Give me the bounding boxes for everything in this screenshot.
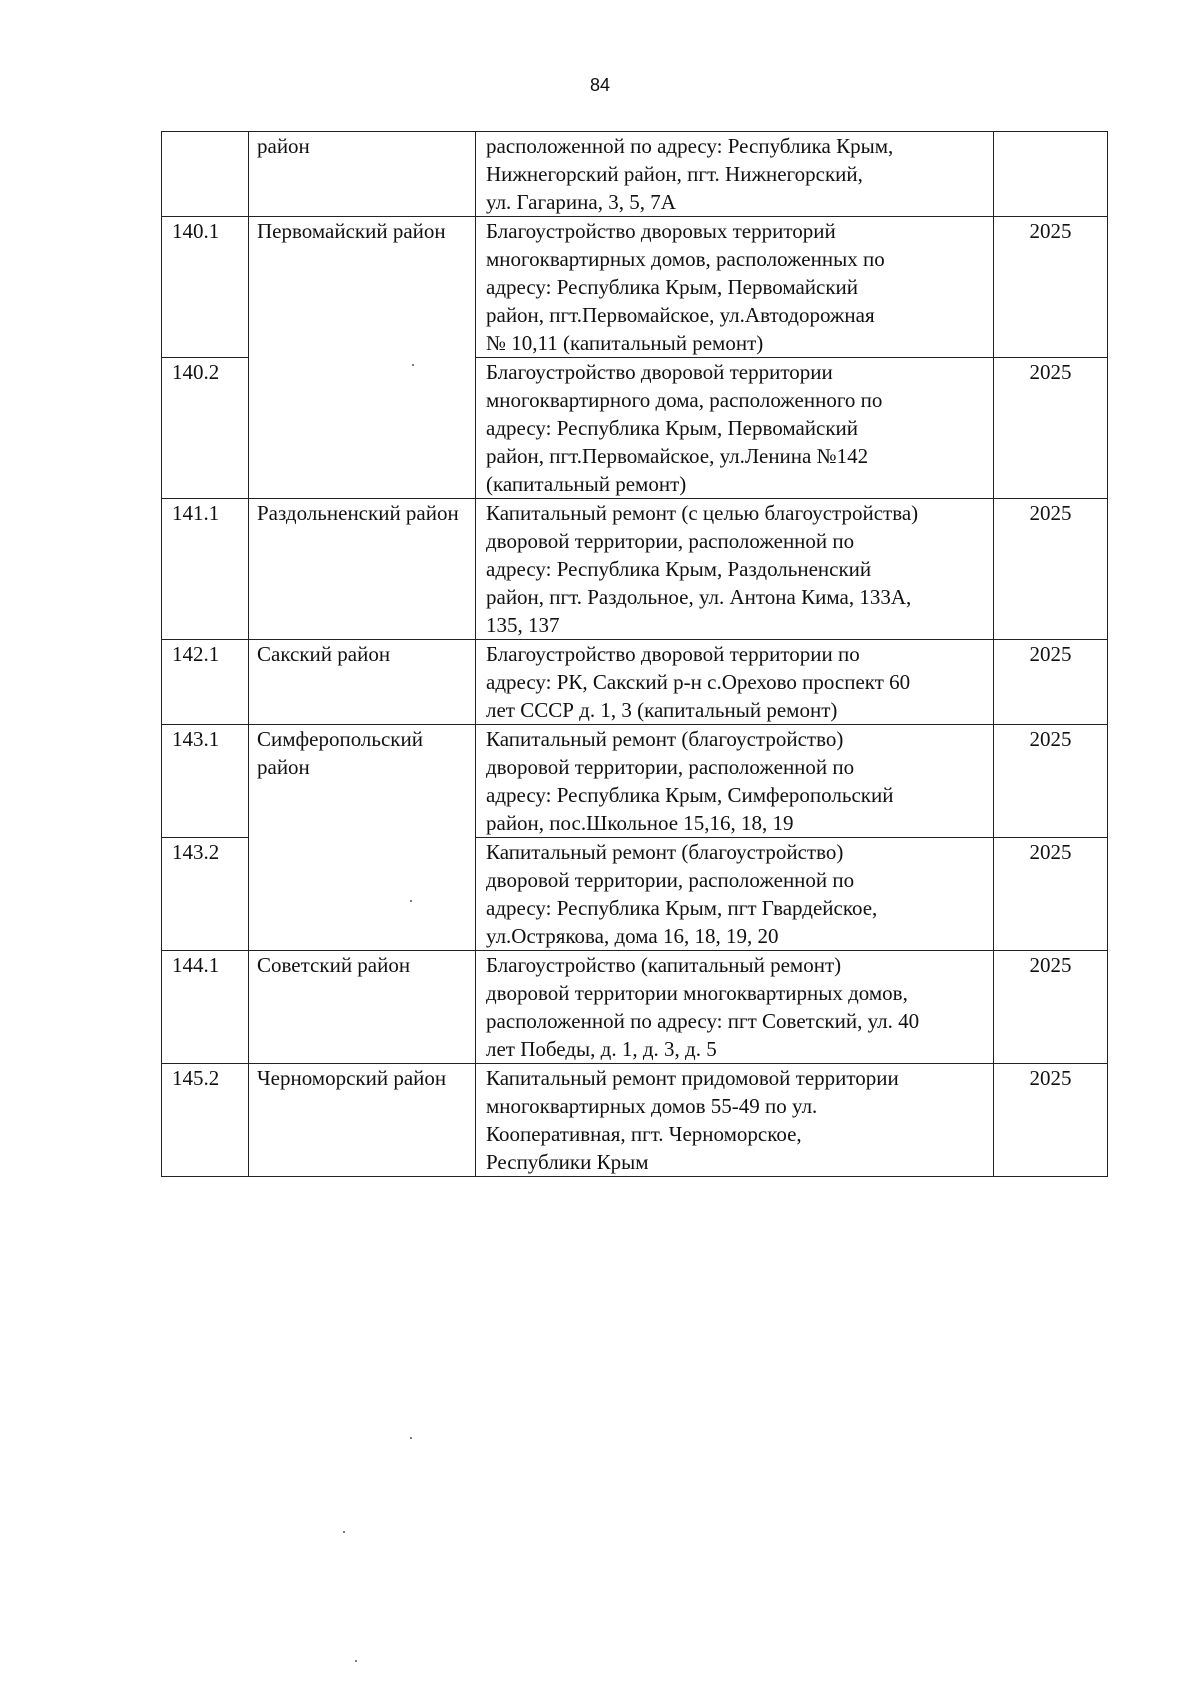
table-row	[162, 1064, 1108, 1177]
row-number	[162, 132, 249, 217]
description-line: район, пос.Школьное 15,16, 18, 19	[486, 811, 794, 835]
work-description	[476, 499, 994, 640]
description-line: адресу: Республика Крым, Первомайский	[486, 275, 859, 299]
table-row	[162, 838, 1108, 951]
scan-speck	[410, 1437, 412, 1439]
completion-year: 2025	[994, 838, 1108, 951]
work-description	[476, 640, 994, 725]
description-line: Капитальный ремонт (благоустройство)	[486, 840, 844, 864]
description-line: адресу: Республика Крым, Первомайский	[486, 416, 859, 440]
completion-year: 2025	[994, 1064, 1108, 1177]
table-row	[162, 640, 1108, 725]
completion-year	[994, 132, 1108, 217]
district-name: Симферопольский район	[249, 725, 476, 838]
description-line: дворовой территории многоквартирных домов,	[486, 981, 908, 1005]
page-number: 84	[589, 75, 611, 95]
works-table	[161, 131, 1108, 1177]
row-number: 140.1	[162, 217, 249, 358]
description-line: адресу: Республика Крым, пгт Гвардейское,	[486, 896, 878, 920]
work-description	[476, 358, 994, 499]
work-description	[476, 1064, 994, 1177]
description-line: Благоустройство дворовых территорий	[486, 219, 836, 243]
district-name	[249, 358, 476, 499]
table-row	[162, 499, 1108, 640]
work-description	[476, 217, 994, 358]
table-row	[162, 132, 1108, 217]
description-line: район, пгт. Раздольное, ул. Антона Кима, 133А,	[486, 585, 912, 609]
district-name: Черноморский район	[249, 1064, 476, 1177]
description-line: Благоустройство дворовой территории	[486, 360, 833, 384]
description-line: ул. Гагарина, 3, 5, 7А	[486, 190, 676, 214]
row-number: 142.1	[162, 640, 249, 725]
description-line: дворовой территории, расположенной по	[486, 529, 855, 553]
completion-year: 2025	[994, 951, 1108, 1064]
table-body	[162, 132, 1108, 1177]
description-line: ул.Острякова, дома 16, 18, 19, 20	[486, 924, 779, 948]
district-name: Сакский район	[249, 640, 476, 725]
description-line: Капитальный ремонт (с целью благоустройства)	[486, 501, 919, 525]
completion-year: 2025	[994, 358, 1108, 499]
row-number: 141.1	[162, 499, 249, 640]
row-number: 140.2	[162, 358, 249, 499]
scan-speck	[412, 364, 414, 366]
description-line: многоквартирных домов, расположенных по	[486, 247, 885, 271]
row-number: 143.1	[162, 725, 249, 838]
row-number: 143.2	[162, 838, 249, 951]
district-name: район	[249, 132, 476, 217]
work-description	[476, 838, 994, 951]
scan-speck	[343, 1531, 345, 1533]
description-line: Капитальный ремонт (благоустройство)	[486, 727, 844, 751]
table-row	[162, 217, 1108, 358]
scan-speck	[410, 900, 412, 902]
completion-year: 2025	[994, 725, 1108, 838]
description-line: Благоустройство дворовой территории по	[486, 642, 860, 666]
district-name	[249, 838, 476, 951]
work-description	[476, 725, 994, 838]
description-line: Капитальный ремонт придомовой территории	[486, 1066, 899, 1090]
completion-year: 2025	[994, 499, 1108, 640]
description-line: дворовой территории, расположенной по	[486, 868, 855, 892]
description-line: дворовой территории, расположенной по	[486, 755, 855, 779]
description-line: Республики Крым	[486, 1150, 649, 1174]
description-line: лет СССР д. 1, 3 (капитальный ремонт)	[486, 698, 838, 722]
description-line: Благоустройство (капитальный ремонт)	[486, 953, 842, 977]
description-line: адресу: Республика Крым, Симферопольский	[486, 783, 894, 807]
description-line: Кооперативная, пгт. Черноморское,	[486, 1122, 802, 1146]
description-line: Нижнегорский район, пгт. Нижнегорский,	[486, 162, 863, 186]
district-name: Раздольненский район	[249, 499, 476, 640]
district-name: Первомайский район	[249, 217, 476, 358]
table-row	[162, 358, 1108, 499]
description-line: район, пгт.Первомайское, ул.Ленина №142	[486, 444, 869, 468]
description-line: расположенной по адресу: пгт Советский, ул. 40	[486, 1009, 920, 1033]
description-line: район, пгт.Первомайское, ул.Автодорожная	[486, 303, 875, 327]
description-line: многоквартирного дома, расположенного по	[486, 388, 883, 412]
district-name: Советский район	[249, 951, 476, 1064]
description-line: расположенной по адресу: Республика Крым,	[486, 134, 894, 158]
description-line: (капитальный ремонт)	[486, 472, 687, 496]
table-row	[162, 951, 1108, 1064]
row-number: 145.2	[162, 1064, 249, 1177]
completion-year: 2025	[994, 217, 1108, 358]
description-line: 135, 137	[486, 613, 560, 637]
description-line: адресу: Республика Крым, Раздольненский	[486, 557, 872, 581]
description-line: многоквартирных домов 55-49 по ул.	[486, 1094, 818, 1118]
scan-speck	[355, 1660, 357, 1662]
description-line: лет Победы, д. 1, д. 3, д. 5	[486, 1037, 717, 1061]
row-number: 144.1	[162, 951, 249, 1064]
table-row	[162, 725, 1108, 838]
description-line: адресу: РК, Сакский р-н с.Орехово проспект 60	[486, 670, 911, 694]
completion-year: 2025	[994, 640, 1108, 725]
work-description	[476, 132, 994, 217]
description-line: № 10,11 (капитальный ремонт)	[486, 331, 764, 355]
work-description	[476, 951, 994, 1064]
